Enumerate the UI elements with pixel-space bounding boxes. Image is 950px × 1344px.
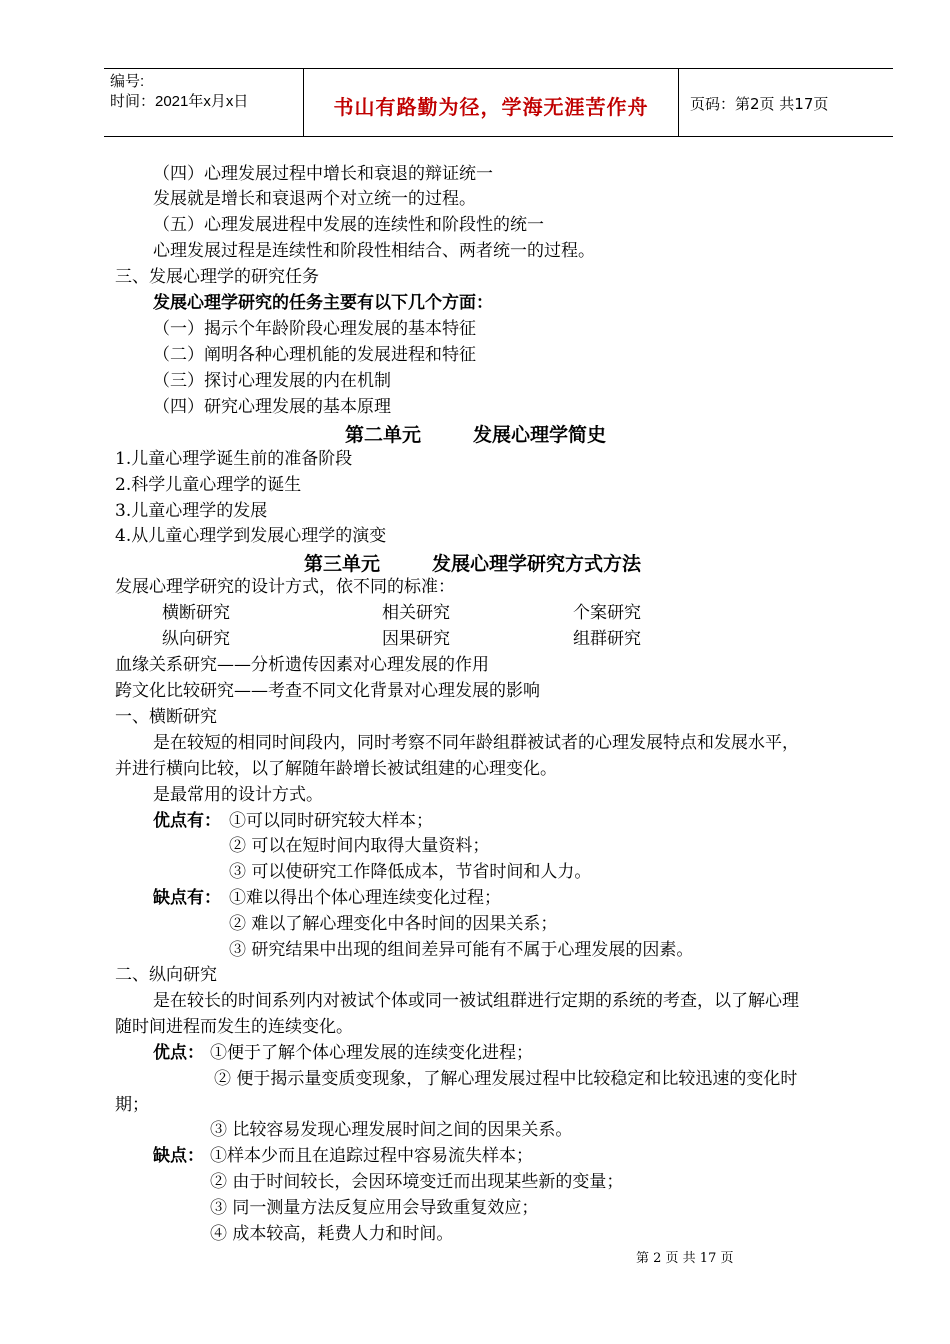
text-line: 血缘关系研究——分析遗传因素对心理发展的作用 bbox=[115, 655, 489, 675]
list-item: ② 难以了解心理变化中各时间的因果关系； bbox=[229, 914, 558, 934]
text-line: （一）揭示个年龄阶段心理发展的基本特征 bbox=[153, 319, 476, 339]
list-item-continuation: 期； bbox=[115, 1095, 149, 1115]
list-item: ①样本少而且在追踪过程中容易流失样本； bbox=[210, 1146, 533, 1166]
advantages-label: 优点： bbox=[153, 1043, 204, 1063]
text-line: 发展就是增长和衰退两个对立统一的过程。 bbox=[153, 189, 476, 209]
text-line: 跨文化比较研究——考查不同文化背景对心理发展的影响 bbox=[115, 681, 540, 701]
unit-number: 第二单元 bbox=[345, 424, 422, 446]
list-item: ③ 比较容易发现心理发展时间之间的因果关系。 bbox=[210, 1120, 573, 1140]
page-footer: 第 2 页 共 17 页 bbox=[636, 1251, 734, 1266]
page-header bbox=[104, 68, 893, 137]
text-line: 随时间进程而发生的连续变化。 bbox=[115, 1017, 353, 1037]
text-line: （四）研究心理发展的基本原理 bbox=[153, 397, 391, 417]
unit-title: 发展心理学简史 bbox=[473, 424, 607, 446]
unit-heading bbox=[345, 420, 606, 447]
list-item: ② 便于揭示量变质变现象，了解心理发展过程中比较稳定和比较迅速的变化时 bbox=[214, 1069, 798, 1089]
advantages-label: 优点有： bbox=[153, 811, 221, 831]
header-left bbox=[110, 72, 248, 112]
disadvantages-label: 缺点有： bbox=[153, 888, 221, 908]
bold-line: 发展心理学研究的任务主要有以下几个方面： bbox=[153, 293, 493, 313]
text-line: 3.儿童心理学的发展 bbox=[115, 501, 268, 521]
time-label: 时间：2021年x月x日 bbox=[110, 93, 249, 110]
list-item: ①难以得出个体心理连续变化过程； bbox=[229, 888, 501, 908]
design-item: 横断研究 bbox=[162, 603, 230, 623]
text-line: 发展心理学研究的设计方式，依不同的标准： bbox=[115, 577, 455, 597]
header-motto: 书山有路勤为径，学海无涯苦作舟 bbox=[333, 95, 649, 119]
list-item: ③ 研究结果中出现的组间差异可能有不属于心理发展的因素。 bbox=[229, 940, 694, 960]
section-heading: 一、横断研究 bbox=[115, 707, 217, 727]
unit-number: 第三单元 bbox=[304, 553, 381, 575]
header-page-info: 页码：第2页 共17页 bbox=[690, 95, 829, 113]
text-line: 心理发展过程是连续性和阶段性相结合、两者统一的过程。 bbox=[153, 241, 595, 261]
text-line: 是在较长的时间系列内对被试个体或同一被试组群进行定期的系统的考查，以了解心理 bbox=[153, 991, 799, 1011]
text-line: （二）阐明各种心理机能的发展进程和特征 bbox=[153, 345, 476, 365]
design-item: 相关研究 bbox=[382, 603, 450, 623]
header-divider bbox=[678, 69, 679, 136]
design-item: 因果研究 bbox=[382, 629, 450, 649]
text-line: 2.科学儿童心理学的诞生 bbox=[115, 475, 302, 495]
unit-heading bbox=[304, 549, 641, 576]
section-heading: 二、纵向研究 bbox=[115, 965, 217, 985]
list-item: ④ 成本较高，耗费人力和时间。 bbox=[210, 1224, 454, 1244]
list-item: ①可以同时研究较大样本； bbox=[229, 811, 433, 831]
text-line: 1.儿童心理学诞生前的准备阶段 bbox=[115, 449, 353, 469]
design-item: 组群研究 bbox=[573, 629, 641, 649]
text-line: （三）探讨心理发展的内在机制 bbox=[153, 371, 391, 391]
text-line: 4.从儿童心理学到发展心理学的演变 bbox=[115, 526, 387, 546]
text-line: 是在较短的相同时间段内，同时考察不同年龄组群被试者的心理发展特点和发展水平， bbox=[153, 733, 799, 753]
list-item: ③ 同一测量方法反复应用会导致重复效应； bbox=[210, 1198, 539, 1218]
list-item: ③ 可以使研究工作降低成本，节省时间和人力。 bbox=[229, 862, 592, 882]
design-item: 纵向研究 bbox=[162, 629, 230, 649]
list-item: ② 由于时间较长，会因环境变迁而出现某些新的变量； bbox=[210, 1172, 624, 1192]
text-line: （五）心理发展进程中发展的连续性和阶段性的统一 bbox=[153, 215, 544, 235]
text-line: （四）心理发展过程中增长和衰退的辩证统一 bbox=[153, 164, 493, 184]
design-item: 个案研究 bbox=[573, 603, 641, 623]
disadvantages-label: 缺点： bbox=[153, 1146, 204, 1166]
text-line: 并进行横向比较，以了解随年龄增长被试组建的心理变化。 bbox=[115, 759, 557, 779]
code-label: 编号: bbox=[110, 73, 145, 90]
list-item: ② 可以在短时间内取得大量资料； bbox=[229, 836, 490, 856]
unit-title: 发展心理学研究方式方法 bbox=[432, 553, 642, 575]
section-heading: 三、发展心理学的研究任务 bbox=[115, 267, 319, 287]
text-line: 是最常用的设计方式。 bbox=[153, 785, 323, 805]
list-item: ①便于了解个体心理发展的连续变化进程； bbox=[210, 1043, 533, 1063]
